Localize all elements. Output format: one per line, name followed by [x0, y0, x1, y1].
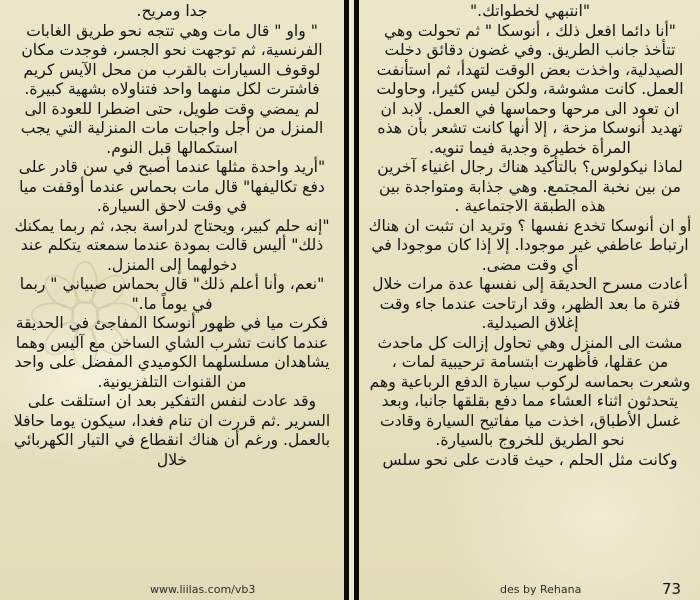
footer-credit: des by Rehana [500, 583, 582, 596]
footer-url: www.liilas.com/vb3 [150, 583, 256, 596]
left-paragraph: وقد عادت لنفس التفكير بعد ان استلقت على السرير .ثم قررت ان تنام فغدا، سيكون يوما حافلا بالعمل. ورغم أن هناك انقطاع في التيار الكهربائي خلال [13, 392, 331, 469]
left-paragraph: لم يمضي وقت طويل، حتى اضطرا للعودة الى المنزل من أجل واجبات مات المنزلية التي يجب استكمالها قبل النوم. [20, 99, 324, 157]
left-paragraph: فكرت ميا في ظهور أنوسكا المفاجئ في الحديقة عندما كانت تشرب الشاي الساخن مع آليس وهما يشاهدان مسلسلهما الكوميدي المفضل على واحد من القنوات التلفزيونية. [14, 314, 330, 391]
right-paragraph: أو ان أنوسكا تخدع نفسها ؟ وتريد ان تثبت ان هناك ارتباط عاطفي غير موجودا. إلا إذا كان موجودا في أي وقت مضى. [368, 216, 692, 274]
right-paragraph: أعادت مسرح الحديقة إلى نفسها عدة مرات خلال فترة ما بعد الظهر، وقد ارتاحت عندما جاء وقت إغلاق الصيدلية. [372, 275, 688, 332]
page-number: 73 [662, 580, 682, 598]
right-paragraph: "انتبهي لخطواتك." [469, 2, 590, 20]
left-paragraph: "نعم، وأنا أعلم ذلك" قال بحماس صبياني " ربما في يوماً ما." [19, 275, 325, 313]
right-paragraph: مشت الى المنزل وهي تحاول إزالت كل ماحدث من عقلها، فأظهرت ابتسامة ترحيبية لمات ، وشعرت بحماسه لركوب سيارة الدفع الرباعية وهم يتحدثون اثناء العشاء مما دفع بقلقها جانبا، وبعد غسل الأطباق، اخذت ميا مفاتيح السيارة وقادت نحو الطريق للخروج بالسيارة. [369, 333, 691, 449]
right-text-column [362, 0, 698, 600]
left-paragraph: جدا ومريح. [136, 2, 208, 20]
right-paragraph: لماذا نيكولوس؟ بالتأكيد هناك رجال اغنياء آخرين من بين نخبة المجتمع. وهي جذابة ومتواجدة بين هذه الطبقة الاجتماعية . [377, 158, 683, 215]
column-divider-right [354, 0, 359, 600]
left-paragraph: " واو " قال مات وهي تتجه نحو طريق الغابات الفرنسية، ثم توجهت نحو الجسر، فوجدت مكان لوقوف السيارات بالقرب من محل الآيس كريم فاشترت لكل منهما واحد فتناولاه بشهية كبيرة. [21, 21, 323, 98]
left-paragraph: "إنه حلم كبير، ويحتاج لدراسة بجد، ثم ربما يمكنك ذلك" أليس قالت بمودة عندما سمعته يتكلم عند دخولهما إلى المنزل. [14, 216, 330, 274]
left-paragraph: "أريد واحدة مثلها عندما أصبح في سن قادر على دفع تكاليفها" قال مات بحماس عندما أوقفت ميا في وقت لاحق السيارة. [18, 158, 326, 215]
right-paragraph: "أنا دائما افعل ذلك ، أنوسكا " ثم تحولت وهي تتأخذ جانب الطريق. وفي غضون دقائق دخلت الصيدلية، واخذت بعض الوقت لتهدأ، ثم استأنفت العمل. كانت مشوشة، ولكن ليس كثيرا، وحاولت ان تعود الى مرحها وحماسها في العمل. لابد ان تهديد أنوسكا مزحة ، إلا أنها كانت تشعر بأن هذه المرأة خطيرة وجدية فيما تنويه. [376, 21, 684, 157]
left-text-column [4, 0, 340, 600]
right-paragraph: وكانت مثل الحلم ، حيث قادت على نحو سلس [382, 450, 678, 469]
